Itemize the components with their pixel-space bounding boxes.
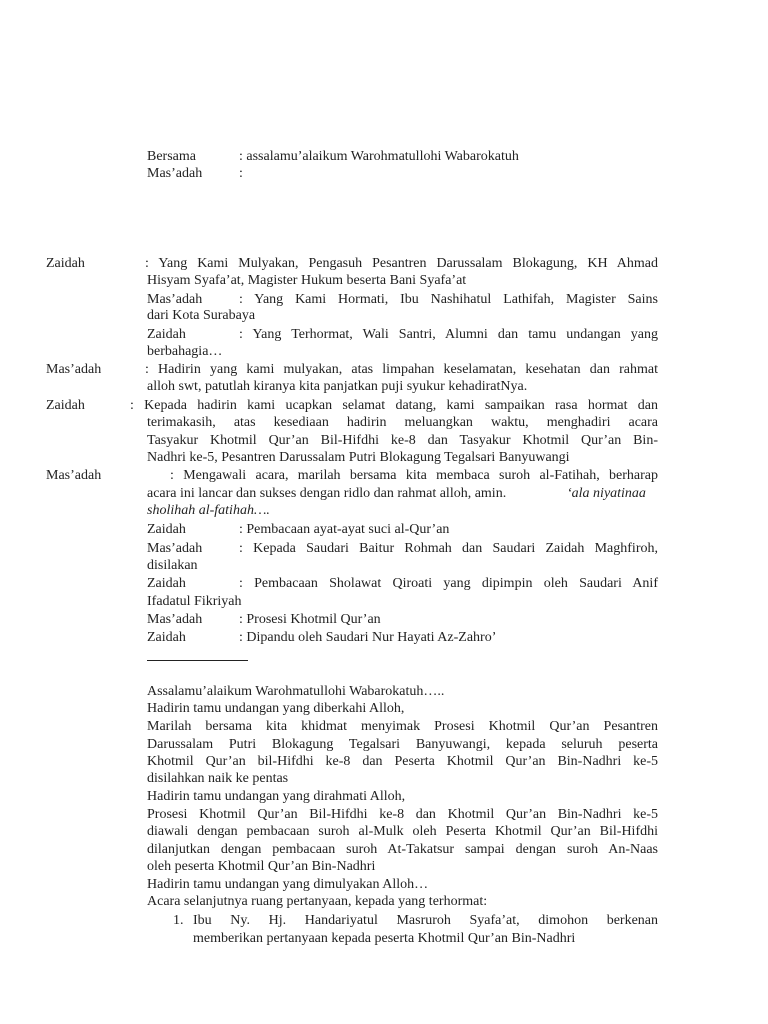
separator-line <box>147 660 248 661</box>
body-text: Khotmil Qur’an bil-Hifdhi ke-8 dan Peserta Khotmil Qur’an Bin-Nadhri ke-5 <box>147 754 658 769</box>
speaker-label: Zaidah <box>46 256 85 271</box>
speaker-label: Bersama <box>147 149 196 164</box>
list-item-text: Ibu Ny. Hj. Handariyatul Masruroh Syafa’at, dimohon berkenan <box>193 913 658 928</box>
speaker-label: Mas’adah <box>147 292 203 307</box>
body-text: Marilah bersama kita khidmat menyimak Prosesi Khotmil Qur’an Pesantren <box>147 719 658 734</box>
dialogue-text: terimakasih, atas kesediaan hadirin meluangkan waktu, menghadiri acara <box>147 415 658 430</box>
dialogue-text: : Yang Kami Mulyakan, Pengasuh Pesantren Darussalam Blokagung, KH Ahmad <box>145 256 658 271</box>
speaker-label: Zaidah <box>147 576 186 591</box>
body-text: Acara selanjutnya ruang pertanyaan, kepada yang terhormat: <box>147 894 488 909</box>
body-text: Prosesi Khotmil Qur’an Bil-Hifdhi ke-8 dan Khotmil Qur’an Bin-Nadhri ke-5 <box>147 807 658 822</box>
dialogue-text: alloh swt, patutlah kiranya kita panjatkan puji syukur kehadiratNya. <box>147 379 528 394</box>
dialogue-text: : Pembacaan Sholawat Qiroati yang dipimpin oleh Saudari Anif <box>239 576 658 591</box>
dialogue-text: : Yang Kami Hormati, Ibu Nashihatul Lathifah, Magister Sains <box>239 292 658 307</box>
speaker-label: Mas’adah <box>147 612 203 627</box>
body-text: Hadirin tamu undangan yang dirahmati Alloh, <box>147 789 406 804</box>
speaker-label: Mas’adah <box>46 468 102 483</box>
dialogue-text: : Hadirin yang kami mulyakan, atas limpahan keselamatan, kesehatan dan rahmat <box>145 362 658 377</box>
speaker-label: Mas’adah <box>147 541 203 556</box>
body-text: Darussalam Putri Blokagung Tegalsari Banyuwangi, kepada seluruh peserta <box>147 737 658 752</box>
dialogue-text-italic: ‘ala niyatinaa <box>567 486 646 501</box>
body-text: oleh peserta Khotmil Qur’an Bin-Nadhri <box>147 859 376 874</box>
dialogue-text: Ifadatul Fikriyah <box>147 594 242 609</box>
speaker-label: Zaidah <box>46 398 85 413</box>
speaker-label: Zaidah <box>147 327 186 342</box>
body-text: Assalamu’alaikum Warohmatullohi Wabarokatuh….. <box>147 684 445 699</box>
dialogue-text: : <box>239 166 243 181</box>
list-item-text: memberikan pertanyaan kepada peserta Khotmil Qur’an Bin-Nadhri <box>193 931 576 946</box>
speaker-label: Zaidah <box>147 522 186 537</box>
dialogue-text: Hisyam Syafa’at, Magister Hukum beserta Bani Syafa’at <box>147 273 467 288</box>
body-text: Hadirin tamu undangan yang dimulyakan Alloh… <box>147 877 429 892</box>
dialogue-text: : Prosesi Khotmil Qur’an <box>239 612 381 627</box>
speaker-label: Mas’adah <box>147 166 203 181</box>
dialogue-text: : assalamu’alaikum Warohmatullohi Wabarokatuh <box>239 149 519 164</box>
dialogue-text: disilakan <box>147 558 198 573</box>
body-text: disilahkan naik ke pentas <box>147 771 289 786</box>
speaker-label: Zaidah <box>147 630 186 645</box>
body-text: diawali dengan pembacaan suroh al-Mulk oleh Peserta Khotmil Qur’an Bil-Hifdhi <box>147 824 658 839</box>
dialogue-text: dari Kota Surabaya <box>147 308 256 323</box>
dialogue-text: : Pembacaan ayat-ayat suci al-Qur’an <box>239 522 450 537</box>
dialogue-text: Nadhri ke-5, Pesantren Darussalam Putri Blokagung Tegalsari Banyuwangi <box>147 450 570 465</box>
dialogue-text: : Yang Terhormat, Wali Santri, Alumni dan tamu undangan yang <box>239 327 658 342</box>
dialogue-text: : Kepada Saudari Baitur Rohmah dan Saudari Zaidah Maghfiroh, <box>239 541 658 556</box>
dialogue-text: berbahagia… <box>147 344 223 359</box>
list-number: 1. <box>173 913 184 928</box>
dialogue-text: : Mengawali acara, marilah bersama kita membaca suroh al-Fatihah, berharap <box>170 468 658 483</box>
body-text: Hadirin tamu undangan yang diberkahi Alloh, <box>147 701 405 716</box>
dialogue-text-italic: sholihah al-fatihah…. <box>147 503 270 518</box>
dialogue-text: Tasyakur Khotmil Qur’an Bil-Hifdhi ke-8 dan Tasyakur Khotmil Qur’an Bin- <box>147 433 658 448</box>
speaker-label: Mas’adah <box>46 362 102 377</box>
dialogue-text: acara ini lancar dan sukses dengan ridlo dan rahmat alloh, amin. <box>147 486 507 501</box>
dialogue-text: : Dipandu oleh Saudari Nur Hayati Az-Zahro’ <box>239 630 497 645</box>
body-text: dilanjutkan dengan pembacaan suroh At-Takatsur sampai dengan suroh An-Naas <box>147 842 658 857</box>
dialogue-text: : Kepada hadirin kami ucapkan selamat datang, kami sampaikan rasa hormat dan <box>130 398 658 413</box>
